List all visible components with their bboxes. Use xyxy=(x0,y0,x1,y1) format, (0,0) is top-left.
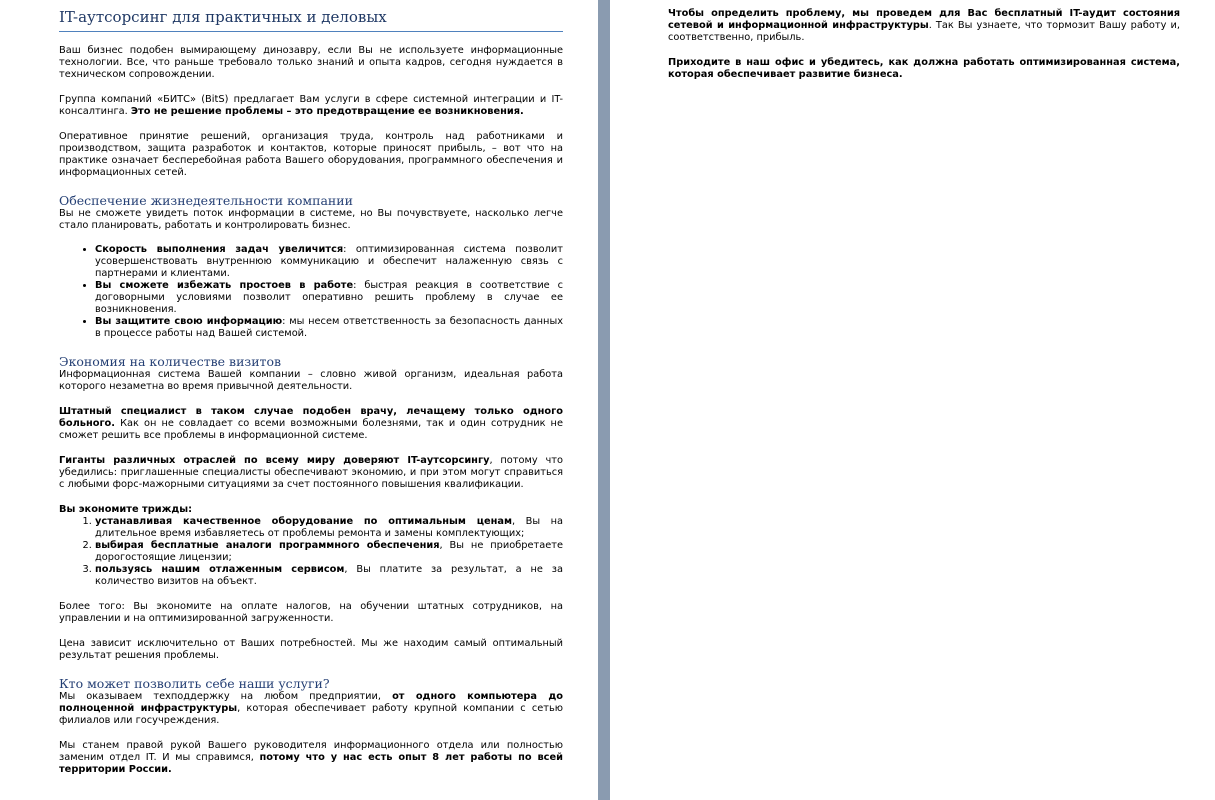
document-title: IT-аутсорсинг для практичных и деловых xyxy=(59,8,563,32)
list-item-text: : быстрая реакция в соответствие с договорными условиями позволит оперативно решить проблему в случае ее возникновения. xyxy=(95,280,563,315)
list-item-bold: Вы защитите свою информацию xyxy=(95,316,283,327)
list-item-text: , Вы на длительное время избавляетесь от проблемы ремонта и замены комплектующих; xyxy=(95,516,563,539)
visits-3-bold: Гиганты различных отраслей по всему миру доверяют IT-аутсорсингу xyxy=(59,455,490,466)
list-item xyxy=(95,244,563,280)
paragraph-price: Цена зависит исключительно от Ваших потребностей. Мы же находим самый оптимальный результат решения проблемы. xyxy=(59,638,563,661)
heading-who: Кто может позволить себе наши услуги? xyxy=(59,676,330,691)
intro-2-bold: Это не решение проблемы – это предотвращение ее возникновения. xyxy=(130,106,524,117)
who-2-bold: потому что у нас есть опыт 8 лет работы по всей территории России. xyxy=(59,752,564,775)
list-item xyxy=(95,280,563,316)
list-item-text: , Вы платите за результат, а не за количество визитов на объект. xyxy=(95,564,564,587)
visits-3-text: , потому что убедились: приглашенные специалисты обеспечивают экономию, и при этом могут справиться с любыми форс-мажорными ситуациями за счет постоянного повышения квалификации. xyxy=(59,455,563,490)
save-heading: Вы экономите трижды: xyxy=(59,504,193,515)
paragraph-life-support: Вы не сможете увидеть поток информации в системе, но Вы почувствуете, насколько легче стало планировать, работать и контролировать бизнес. xyxy=(59,208,563,231)
document-page-1[interactable] xyxy=(0,0,598,800)
paragraph-audit xyxy=(668,8,1180,44)
list-item-bold: пользуясь нашим отлаженным сервисом xyxy=(95,564,345,575)
paragraph-more: Более того: Вы экономите на оплате налогов, на обучении штатных сотрудников, на управлении и на оптимизированной загруженности. xyxy=(59,601,563,624)
paragraph-intro-2 xyxy=(59,94,563,118)
page-gap xyxy=(598,0,610,800)
visits-2-bold: Штатный специалист в таком случае подобен врачу, лечащему только одного больного. xyxy=(59,406,563,429)
list-item-bold: устанавливая качественное оборудование по оптимальным ценам xyxy=(95,516,512,527)
list-item-bold: Скорость выполнения задач увеличится xyxy=(95,244,344,255)
paragraph-who-2 xyxy=(59,740,563,776)
list-item xyxy=(95,516,563,540)
paragraph-visit-office xyxy=(668,57,1180,81)
who-1-bold: от одного компьютера до полноценной инфраструктуры xyxy=(59,691,563,714)
intro-2-text: Группа компаний «БИТС» (BitS) предлагает Вам услуги в сфере системной интеграции и IT-консалтинга. xyxy=(59,94,563,117)
who-1-text-a: Мы оказываем техподдержку на любом предприятии, xyxy=(59,691,393,702)
paragraph-visits-3 xyxy=(59,455,563,491)
who-1-text-b: , которая обеспечивает работу крупной компании с сетью филиалов или госучреждения. xyxy=(59,703,563,726)
heading-life-support: Обеспечение жизнедеятельности компании xyxy=(59,193,353,208)
paragraph-visits-1: Информационная система Вашей компании – словно живой организм, идеальная работа которого незаметна во время привычной деятельности. xyxy=(59,369,563,392)
benefits-list xyxy=(59,244,563,340)
list-item-bold: выбирая бесплатные аналоги программного обеспечения xyxy=(95,540,440,551)
list-item xyxy=(95,540,563,564)
paragraph-save-heading xyxy=(59,504,563,516)
who-2-text: Мы станем правой рукой Вашего руководителя информационного отдела или полностью заменим отдел IT. И мы справимся, xyxy=(59,740,563,763)
list-item xyxy=(95,316,563,340)
list-item-bold: Вы сможете избежать простоев в работе xyxy=(95,280,354,291)
visits-2-text: Как он не совладает со всеми возможными болезнями, так и один сотрудник не сможет решить все проблемы в информационной системе. xyxy=(59,418,563,441)
list-item-text: : мы несем ответственность за безопасность данных в процессе работы над Вашей системой. xyxy=(95,316,563,339)
list-item-text: : оптимизированная система позволит усовершенствовать внутреннюю коммуникацию и обеспечит налаженную связь с партнерами и клиентами. xyxy=(95,244,563,279)
audit-bold: Чтобы определить проблему, мы проведем для Вас бесплатный IT-аудит состояния сетевой и информационной инфраструктуры xyxy=(668,8,1180,31)
paragraph-who-1 xyxy=(59,691,563,727)
paragraph-visits-2 xyxy=(59,406,563,442)
audit-text: . Так Вы узнаете, что тормозит Вашу работу и, соответственно, прибыль. xyxy=(668,20,1180,43)
document-page-2[interactable] xyxy=(610,0,1215,800)
paragraph-intro-3: Оперативное принятие решений, организация труда, контроль над работниками и производством, защита разработок и контактов, которые приносят прибыль, – вот что на практике означает бесперебойная работа Вашего оборудования, программного обеспечения и информационных сетей. xyxy=(59,131,563,178)
list-item xyxy=(95,564,563,588)
list-item-text: , Вы не приобретаете дорогостоящие лицензии; xyxy=(95,540,563,563)
heading-visits: Экономия на количестве визитов xyxy=(59,354,282,369)
savings-list xyxy=(59,516,563,588)
visit-office-bold: Приходите в наш офис и убедитесь, как должна работать оптимизированная система, которая обеспечивает развитие бизнеса. xyxy=(668,57,1180,80)
paragraph-intro-1: Ваш бизнес подобен вымирающему динозавру, если Вы не используете информационные технологии. Все, что раньше требовало только знаний и опыта кадров, сегодня нуждается в техническом сопровождении. xyxy=(59,45,563,80)
